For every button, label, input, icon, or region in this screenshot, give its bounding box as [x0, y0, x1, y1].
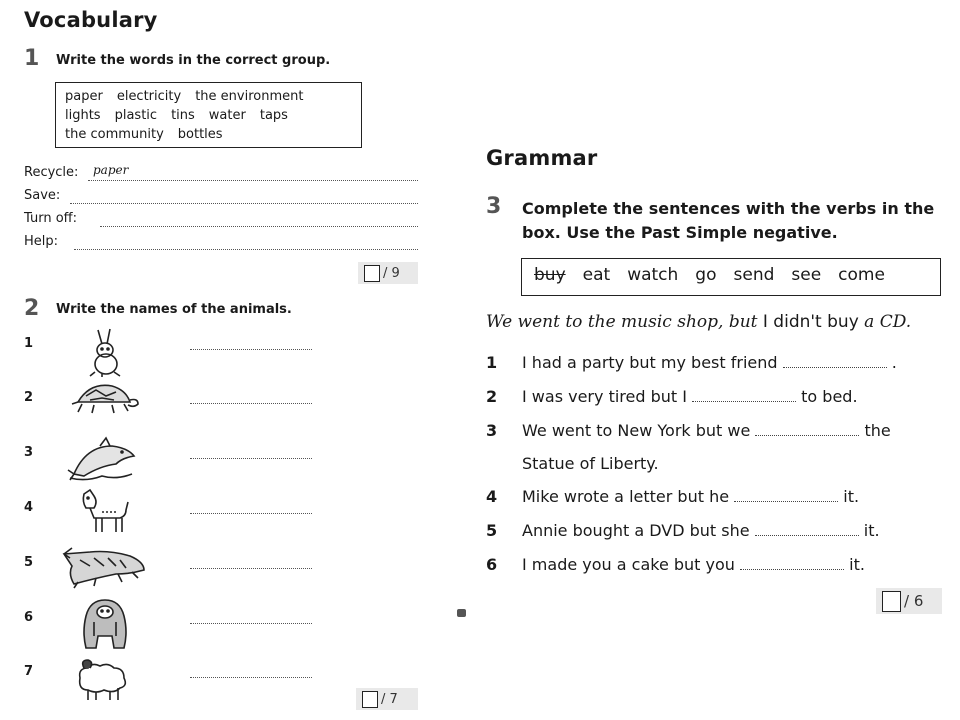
score-ex3	[876, 588, 942, 614]
dolphin-icon	[66, 436, 138, 482]
animal-number: 7	[24, 664, 34, 679]
word: taps	[259, 108, 288, 123]
example-part-1: We went to the music shop, but	[486, 312, 758, 332]
animal-number: 3	[24, 445, 34, 460]
sentence-3	[486, 421, 891, 440]
answer-line[interactable]	[88, 179, 418, 181]
score-ex1	[358, 262, 418, 284]
sentence-text: I was very tired but I	[522, 387, 687, 406]
verb: go	[695, 265, 717, 285]
verb: see	[791, 265, 822, 285]
verb-box	[521, 258, 941, 296]
word: bottles	[177, 127, 223, 142]
exercise-3-instruction	[522, 197, 934, 245]
sentence-end: it.	[843, 487, 860, 506]
sentence-6	[486, 555, 865, 574]
answer-line[interactable]	[190, 348, 312, 350]
example-part-3: a CD.	[864, 312, 912, 332]
answer-line[interactable]	[190, 512, 312, 514]
answer-blank[interactable]	[783, 355, 887, 368]
score-box[interactable]	[882, 591, 901, 612]
answer-line[interactable]	[190, 402, 312, 404]
group-label-turn-off: Turn off:	[24, 211, 77, 226]
score-total: / 7	[381, 691, 398, 707]
verb: come	[838, 265, 885, 285]
score-ex2	[356, 688, 418, 710]
sheep-icon	[70, 654, 134, 702]
sentence-number: 1	[486, 353, 498, 372]
word: tins	[171, 108, 195, 123]
example-answer: I didn't buy	[762, 312, 859, 332]
answer-blank[interactable]	[755, 423, 859, 436]
vocabulary-title: Vocabulary	[24, 8, 158, 32]
sentence-text: I made you a cake but you	[522, 555, 735, 574]
answer-blank[interactable]	[692, 389, 796, 402]
sentence-end: to bed.	[801, 387, 858, 406]
scan-mark-icon	[457, 609, 466, 617]
answer-blank[interactable]	[755, 523, 859, 536]
instruction-line-1: Complete the sentences with the verbs in the	[522, 199, 935, 218]
sentence-end: it.	[863, 521, 880, 540]
sentence-number: 6	[486, 555, 498, 574]
score-total: / 6	[904, 592, 924, 610]
score-box[interactable]	[364, 265, 380, 282]
word: paper	[65, 89, 103, 104]
sentence-3-line-2: Statue of Liberty.	[522, 454, 659, 473]
sentence-end: the	[864, 421, 891, 440]
verb: buy	[534, 265, 566, 285]
word-box	[55, 82, 362, 148]
sentence-2	[486, 387, 858, 406]
answer-line[interactable]	[74, 248, 418, 250]
exercise-2-number: 2	[24, 296, 40, 321]
sentence-5	[486, 521, 880, 540]
exercise-1-instruction: Write the words in the correct group.	[56, 53, 331, 68]
grammar-title: Grammar	[486, 146, 598, 170]
sentence-number: 4	[486, 487, 498, 506]
sentence-end: it.	[849, 555, 865, 574]
sentence-text: I had a party but my best friend	[522, 353, 778, 372]
verb: watch	[627, 265, 679, 285]
answer-line[interactable]	[190, 567, 312, 569]
animal-number: 4	[24, 500, 34, 515]
exercise-1-number: 1	[24, 46, 40, 71]
animal-number: 5	[24, 555, 34, 570]
group-label-save: Save:	[24, 188, 61, 203]
answer-line[interactable]	[100, 225, 418, 227]
answer-blank[interactable]	[740, 557, 844, 570]
group-label-help: Help:	[24, 234, 59, 249]
verb: eat	[582, 265, 611, 285]
sentence-number: 5	[486, 521, 498, 540]
answer-line[interactable]	[70, 202, 418, 204]
exercise-3-number: 3	[486, 194, 502, 219]
word: the community	[65, 127, 164, 142]
sentence-1	[486, 353, 897, 372]
sentence-end: .	[891, 353, 897, 372]
word: plastic	[114, 108, 158, 123]
sentence-text: Mike wrote a letter but he	[522, 487, 730, 506]
answer-line[interactable]	[190, 457, 312, 459]
score-box[interactable]	[362, 691, 378, 708]
sentence-text: We went to New York but we	[522, 421, 751, 440]
answer-line[interactable]	[190, 622, 312, 624]
sentence-4	[486, 487, 859, 506]
rabbit-icon	[80, 326, 130, 378]
sentence-number: 2	[486, 387, 498, 406]
animal-number: 1	[24, 336, 34, 351]
answer-line[interactable]	[190, 676, 312, 678]
group-label-recycle: Recycle:	[24, 165, 79, 180]
example-sentence	[486, 312, 911, 332]
word: electricity	[116, 89, 182, 104]
crocodile-icon	[60, 544, 148, 590]
exercise-2-instruction: Write the names of the animals.	[56, 302, 292, 317]
word: water	[208, 108, 246, 123]
group-answer-recycle: paper	[93, 163, 129, 177]
verb: send	[733, 265, 775, 285]
animal-number: 2	[24, 390, 34, 405]
animal-number: 6	[24, 610, 34, 625]
sentence-number: 3	[486, 421, 498, 440]
instruction-line-2: box. Use the Past Simple negative.	[522, 223, 838, 242]
answer-blank[interactable]	[734, 489, 838, 502]
dog-icon	[76, 488, 132, 536]
word: the environment	[195, 89, 304, 104]
word: lights	[65, 108, 101, 123]
score-total: / 9	[383, 265, 400, 281]
tortoise-icon	[68, 378, 140, 418]
sentence-text: Annie bought a DVD but she	[522, 521, 750, 540]
gorilla-icon	[80, 596, 130, 652]
